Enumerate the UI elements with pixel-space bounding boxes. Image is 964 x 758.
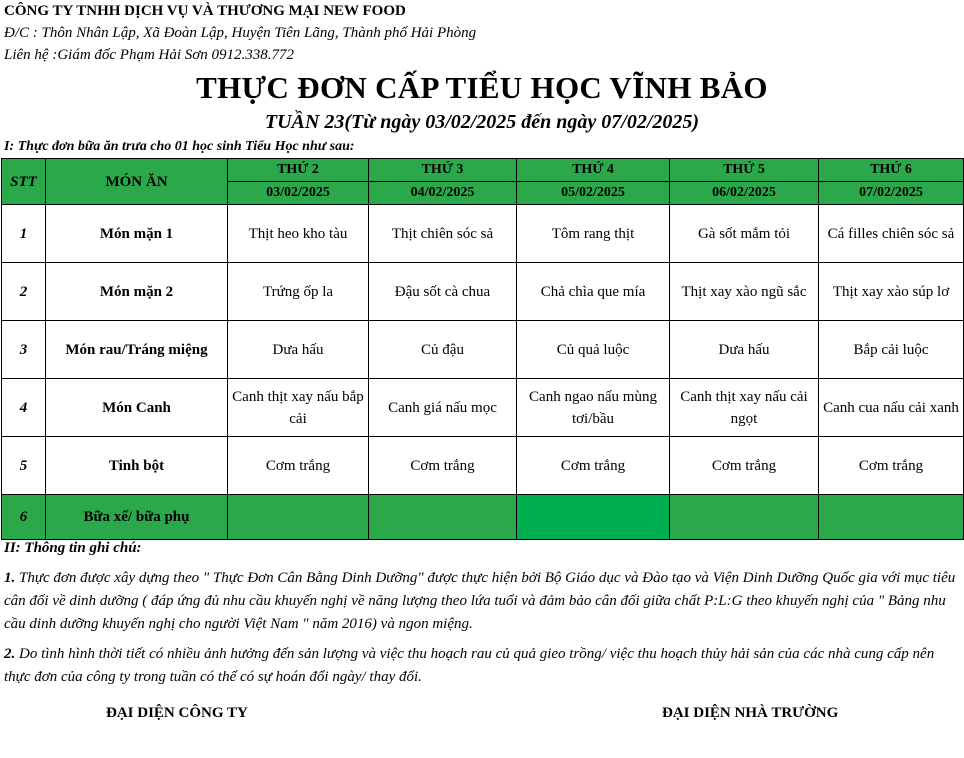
menu-cell: Củ đậu — [369, 321, 517, 379]
menu-cell: Canh thịt xay nấu bắp cải — [228, 379, 369, 437]
header-date-wed: 05/02/2025 — [517, 182, 670, 205]
table-row — [2, 437, 964, 495]
menu-cell: Trứng ốp la — [228, 263, 369, 321]
menu-cell: Thịt chiên sóc sả — [369, 205, 517, 263]
menu-cell: Cơm trắng — [369, 437, 517, 495]
menu-cell: Tôm rang thịt — [517, 205, 670, 263]
header-stt: STT — [2, 159, 46, 205]
menu-cell: Cơm trắng — [819, 437, 964, 495]
menu-cell — [819, 495, 964, 540]
row-stt: 5 — [2, 437, 46, 495]
row-dish-type: Món mặn 1 — [46, 205, 228, 263]
header-date-mon: 03/02/2025 — [228, 182, 369, 205]
menu-cell: Canh cua nấu cải xanh — [819, 379, 964, 437]
note-2 — [4, 643, 956, 689]
menu-cell: Thịt xay xào ngũ sắc — [670, 263, 819, 321]
menu-cell — [228, 495, 369, 540]
header-date-thu: 06/02/2025 — [670, 182, 819, 205]
menu-cell: Cơm trắng — [517, 437, 670, 495]
note-1 — [4, 567, 956, 636]
section-1-heading: I: Thực đơn bữa ăn trưa cho 01 học sinh Tiểu Học như sau: — [4, 139, 355, 154]
table-row — [2, 379, 964, 437]
table-row — [2, 495, 964, 540]
company-address: Đ/C : Thôn Nhân Lập, Xã Đoàn Lập, Huyện Tiên Lãng, Thành phố Hải Phòng — [4, 25, 477, 41]
menu-cell: Chả chìa que mía — [517, 263, 670, 321]
signature-school: ĐẠI DIỆN NHÀ TRƯỜNG — [662, 705, 839, 721]
menu-cell: Cá filles chiên sóc sả — [819, 205, 964, 263]
menu-cell — [517, 495, 670, 540]
company-name: CÔNG TY TNHH DỊCH VỤ VÀ THƯƠNG MẠI NEW FOOD — [4, 3, 406, 19]
note-1-number: 1. — [4, 570, 16, 586]
menu-cell: Canh thịt xay nấu cải ngọt — [670, 379, 819, 437]
menu-cell: Gà sốt mắm tỏi — [670, 205, 819, 263]
note-2-text: Do tình hình thời tiết có nhiều ảnh hưởng đến sản lượng và việc thu hoạch rau củ quả gieo trồng/ việc thu hoạch thủy hải sản của các nhà cung cấp nên thực đơn của công ty trong tuần có thể có sự hoán đổi ngày/ thay đổi. — [4, 646, 935, 685]
section-2-heading: II: Thông tin ghi chú: — [4, 540, 142, 556]
header-day-fri: THỨ 6 — [819, 159, 964, 182]
row-stt: 1 — [2, 205, 46, 263]
menu-cell: Thịt heo kho tàu — [228, 205, 369, 263]
header-day-mon: THỨ 2 — [228, 159, 369, 182]
menu-table — [1, 158, 964, 540]
menu-cell — [670, 495, 819, 540]
row-stt: 3 — [2, 321, 46, 379]
row-dish-type: Tinh bột — [46, 437, 228, 495]
row-dish-type: Bữa xế/ bữa phụ — [46, 495, 228, 540]
company-contact: Liên hệ :Giám đốc Phạm Hải Sơn 0912.338.772 — [4, 47, 295, 63]
row-dish-type: Món Canh — [46, 379, 228, 437]
menu-cell: Đậu sốt cà chua — [369, 263, 517, 321]
menu-cell: Dưa hấu — [670, 321, 819, 379]
row-stt: 2 — [2, 263, 46, 321]
header-day-tue: THỨ 3 — [369, 159, 517, 182]
menu-cell: Canh ngao nấu mùng tơi/bầu — [517, 379, 670, 437]
menu-cell: Dưa hấu — [228, 321, 369, 379]
menu-cell — [369, 495, 517, 540]
menu-cell: Cơm trắng — [228, 437, 369, 495]
menu-cell: Bắp cải luộc — [819, 321, 964, 379]
menu-cell: Thịt xay xào súp lơ — [819, 263, 964, 321]
header-day-wed: THỨ 4 — [517, 159, 670, 182]
signature-company: ĐẠI DIỆN CÔNG TY — [106, 705, 248, 721]
note-1-text: Thực đơn được xây dựng theo " Thực Đơn Cân Bằng Dinh Dưỡng" được thực hiện bởi Bộ Giáo dục và Đào tạo và Viện Dinh Dưỡng Quốc gia với mục tiêu cân đối về dinh dưỡng ( đáp ứng đủ nhu cầu khuyến nghị về năng lượng theo lứa tuổi và đảm bảo cân đối giữa chất P:L:G theo khuyến nghị của " Bảng nhu cầu dinh dưỡng khuyến nghị cho người Việt Nam " năm 2016) và ngon miệng. — [4, 570, 956, 632]
note-2-number: 2. — [4, 646, 16, 662]
header-date-fri: 07/02/2025 — [819, 182, 964, 205]
page-title: THỰC ĐƠN CẤP TIỂU HỌC VĨNH BẢO — [196, 70, 768, 105]
table-row — [2, 205, 964, 263]
table-row — [2, 263, 964, 321]
row-dish-type: Món rau/Tráng miệng — [46, 321, 228, 379]
header-day-thu: THỨ 5 — [670, 159, 819, 182]
menu-cell: Canh giá nấu mọc — [369, 379, 517, 437]
menu-cell: Cơm trắng — [670, 437, 819, 495]
row-stt: 4 — [2, 379, 46, 437]
page-subtitle: TUẦN 23(Từ ngày 03/02/2025 đến ngày 07/02/2025) — [264, 111, 700, 133]
row-dish-type: Món mặn 2 — [46, 263, 228, 321]
row-stt: 6 — [2, 495, 46, 540]
table-row — [2, 321, 964, 379]
header-dish: MÓN ĂN — [46, 159, 228, 205]
menu-cell: Củ quả luộc — [517, 321, 670, 379]
header-date-tue: 04/02/2025 — [369, 182, 517, 205]
